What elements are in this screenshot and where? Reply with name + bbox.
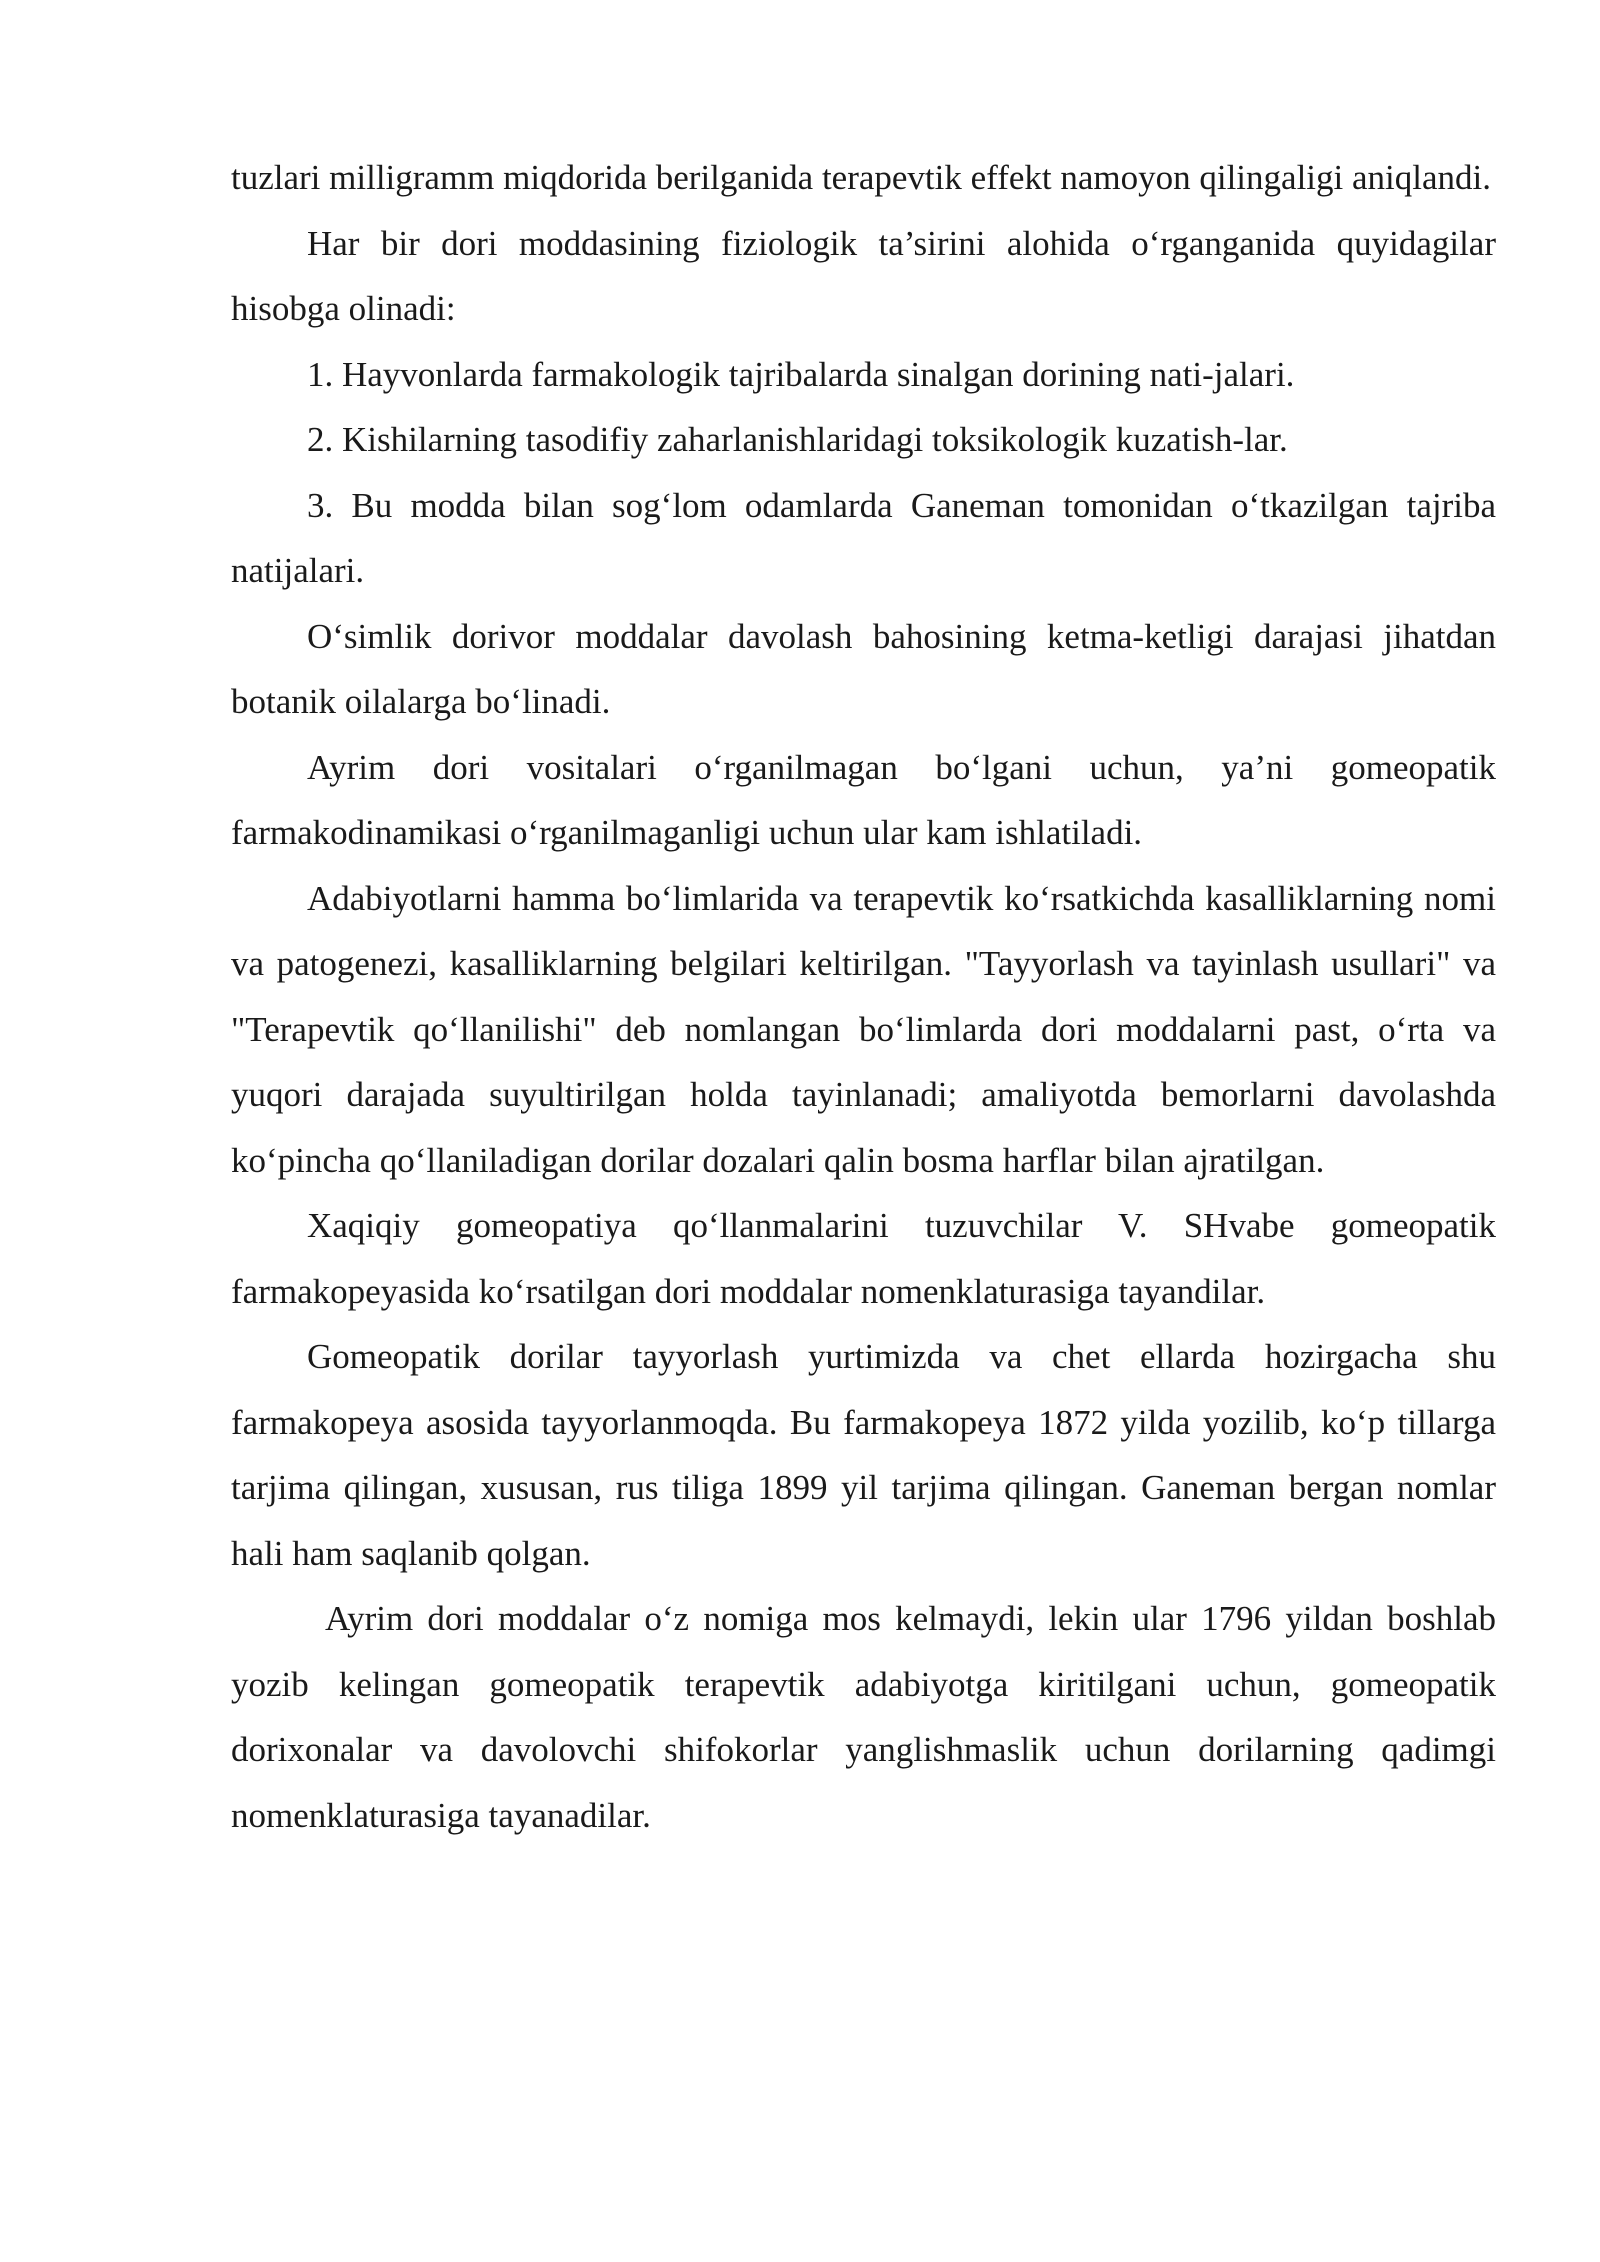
body-text [231,145,1496,1848]
paragraph-5: Adabiyotlarni hamma bo‘limlarida va terapevtik ko‘rsatkichda kasalliklarning nomi va patogenezi, kasalliklarning belgilari keltirilgan. "Tayyorlash va tayinlash usullari" va "Terapevtik qo‘llanilishi" deb nomlangan bo‘limlarda dori moddalarni past, o‘rta va yuqori darajada suyultirilgan holda tayinlanadi; amaliyotda bemorlarni davolashda ko‘pincha qo‘llaniladigan dorilar dozalari qalin bosma harflar bilan ajratilgan. [231,878,1496,1180]
paragraph-8: Ayrim dori moddalar o‘z nomiga mos kelmaydi, lekin ular 1796 yildan boshlab yozib kelingan gomeopatik terapevtik adabiyotga kiritilgani uchun, gomeopatik dorixonalar va davolovchi shifokorlar yanglishmaslik uchun dorilarning qadimgi nomenklaturasiga tayanadilar. [231,1599,1496,1835]
paragraph-3: O‘simlik dorivor moddalar davolash bahosining ketma-ketligi darajasi jihatdan botanik oilalarga bo‘linadi. [231,616,1496,721]
paragraph-4: Ayrim dori vositalari o‘rganilmagan bo‘lgani uchun, ya’ni gomeopatik farmakodinamikasi o‘rganilmaganligi uchun ular kam ishlatiladi. [231,747,1496,852]
paragraph-2: Har bir dori moddasining fiziologik ta’sirini alohida o‘rganganida quyidagilar hisobga olinadi: [231,223,1496,328]
list-item-3: 3. Bu modda bilan sog‘lom odamlarda Ganeman tomonidan o‘tkazilgan tajriba natijalari. [231,485,1496,590]
paragraph-1: tuzlari milligramm miqdorida berilganida terapevtik effekt namoyon qilingaligi aniqlandi. [231,158,1491,197]
list-item-2: 2. Kishilarning tasodifiy zaharlanishlaridagi toksikologik kuzatish-lar. [307,420,1288,459]
list-item-1: 1. Hayvonlarda farmakologik tajribalarda sinalgan dorining nati-jalari. [307,354,1295,394]
paragraph-7: Gomeopatik dorilar tayyorlash yurtimizda va chet ellarda hozirgacha shu farmakopeya asosida tayyorlanmoqda. Bu farmakopeya 1872 yilda yozilib, ko‘p tillarga tarjima qilingan, xususan, rus tiliga 1899 yil tarjima qilingan. Ganeman bergan nomlar hali ham saqlanib qolgan. [231,1337,1496,1573]
paragraph-6: Xaqiqiy gomeopatiya qo‘llanmalarini tuzuvchilar V. SHvabe gomeopatik farmakopeyasida ko‘rsatilgan dori moddalar nomenklaturasiga tayandilar. [231,1206,1496,1311]
